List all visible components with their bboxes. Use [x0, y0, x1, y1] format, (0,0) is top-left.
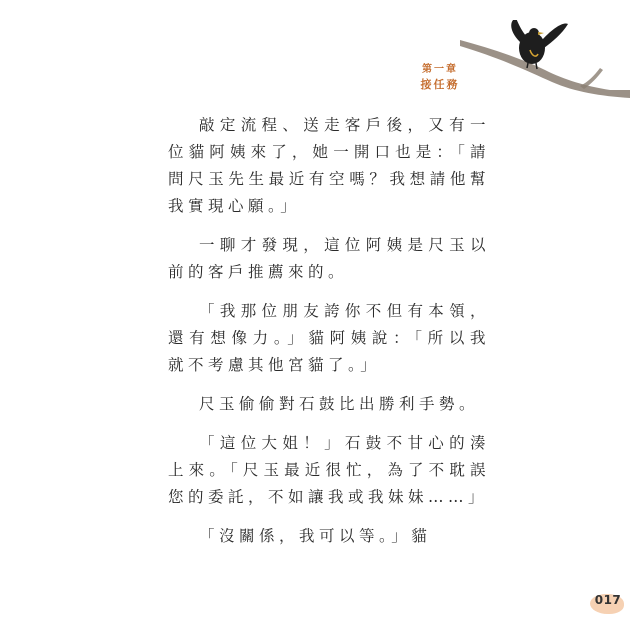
- paragraph: 尺玉偷偷對石鼓比出勝利手勢。: [199, 395, 480, 413]
- body-text: [168, 112, 490, 550]
- chapter-title: 接任務: [420, 78, 460, 91]
- paragraph: 「沒關係，我可以等。」貓: [199, 527, 432, 545]
- page-number: 017: [594, 593, 622, 607]
- paragraph: 一聊才發現，這位阿姨是尺玉以前的客戶推薦來的。: [168, 236, 490, 281]
- chapter-label: 第一章: [422, 64, 458, 75]
- paragraph: 敲定流程、送走客戶後，又有一位貓阿姨來了，她一開口也是：「請問尺玉先生最近有空嗎？我想請他幫我實現心願。」: [168, 116, 490, 215]
- paragraph: 「這位大姐！」石鼓不甘心的湊上來。「尺玉最近很忙，為了不耽誤您的委託，不如讓我或我妹妹……」: [168, 434, 490, 506]
- bird-on-branch-icon: [460, 20, 630, 110]
- page-number-badge: [588, 590, 628, 614]
- paragraph: 「我那位朋友誇你不但有本領，還有想像力。」貓阿姨說：「所以我就不考慮其他宮貓了。」: [168, 302, 490, 374]
